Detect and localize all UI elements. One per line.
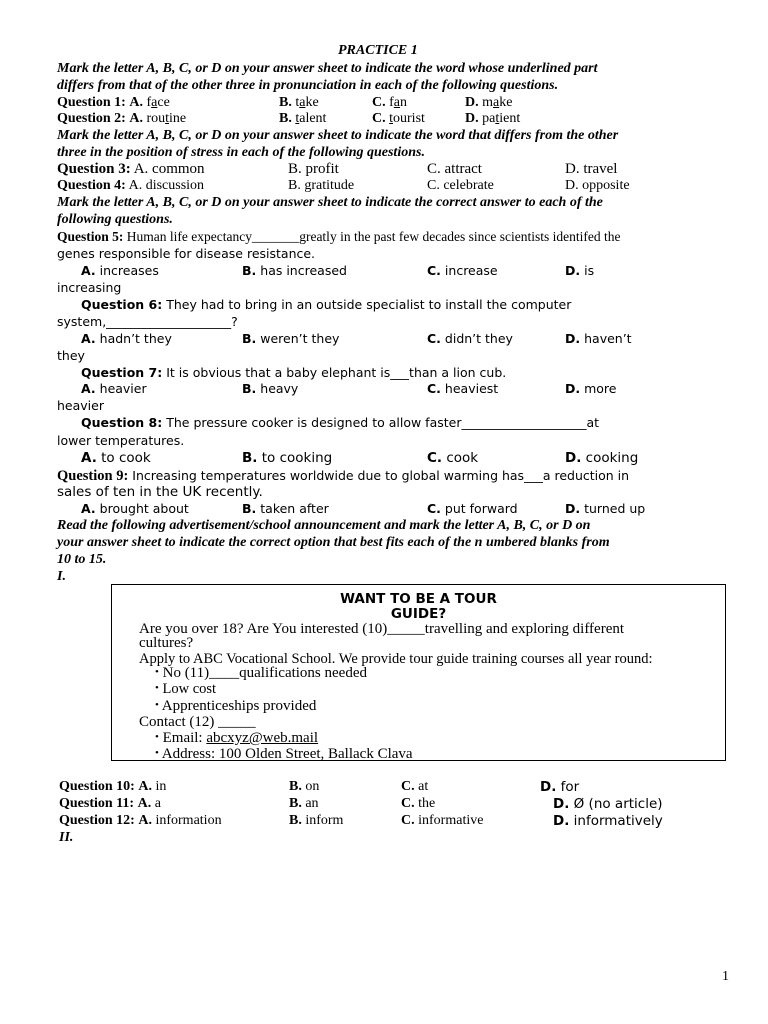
question-2-option-d: D. patient [465, 111, 521, 126]
question-8-option-a: A. to cook [81, 450, 151, 466]
question-9-option-d: D. turned up [565, 501, 646, 516]
instruction-3-line-2: following questions. [57, 212, 173, 227]
advertisement-box [111, 584, 726, 761]
question-4-option-c: C. celebrate [427, 178, 494, 193]
question-6-option-d-cont: they [57, 348, 85, 363]
page-number: 1 [722, 969, 729, 984]
instruction-3-line-1: Mark the letter A, B, C, or D on your answer sheet to indicate the correct answer to each of the [57, 195, 603, 210]
question-9-option-b: B. taken after [242, 501, 329, 516]
question-8-option-b: B. to cooking [242, 450, 333, 466]
question-5-stem-cont: genes responsible for disease resistance. [57, 246, 316, 261]
question-12-option-c: C. informative [401, 813, 484, 828]
question-1: Question 1: A. face [57, 95, 170, 110]
question-9-stem-cont: sales of ten in the UK recently. [57, 484, 263, 500]
email-link[interactable]: abcxyz@web.mail [206, 730, 319, 746]
question-7-option-d-cont: heavier [57, 398, 104, 413]
question-12-option-d: D. informatively [553, 813, 663, 829]
question-1-option-d: D. make [465, 95, 513, 110]
question-6-option-a: A. hadn’t they [81, 331, 172, 346]
page-title: PRACTICE 1 [338, 43, 418, 58]
question-11: Question 11: A. a [59, 796, 161, 811]
question-7-option-b: B. heavy [242, 381, 299, 396]
question-6-stem-cont: system,____________________? [57, 314, 238, 329]
question-5-option-c: C. increase [427, 263, 498, 278]
question-5-stem: Question 5: Human life expectancy_______greatly in the past few decades since scientists identifed the [57, 229, 621, 244]
question-3: Question 3: A. common [57, 161, 205, 177]
section-marker-1: I. [57, 569, 66, 584]
question-6-option-d: D. haven’t [565, 331, 632, 346]
question-5-option-d-cont: increasing [57, 280, 122, 295]
question-9-stem: Question 9: Increasing temperatures worldwide due to global warming has___a reduction in [57, 468, 630, 484]
ad-bullet-3: • Apprenticeships provided [155, 698, 317, 714]
instruction-1-line-1: Mark the letter A, B, C, or D on your answer sheet to indicate the word whose underlined part [57, 61, 598, 76]
instruction-1-line-2: differs from that of the other three in pronunciation in each of the following questions. [57, 78, 559, 93]
instruction-4-line-1: Read the following advertisement/school announcement and mark the letter A, B, C, or D on [57, 518, 591, 533]
question-8-option-d: D. cooking [565, 450, 639, 466]
question-6-stem: Question 6: They had to bring in an outside specialist to install the computer [81, 297, 572, 312]
ad-line-1: Are you over 18? Are You interested (10)_____travelling and exploring different [139, 621, 625, 637]
question-2-option-c: C. tourist [372, 111, 425, 126]
ad-line-2: cultures? [139, 635, 194, 651]
ad-title-line-1: WANT TO BE A TOUR [340, 591, 497, 607]
ad-title-line-2: GUIDE? [390, 606, 447, 622]
question-10-option-d: D. for [540, 779, 580, 795]
ad-contact: Contact (12) _____ [139, 714, 256, 730]
question-1-option-c: C. fan [372, 95, 408, 110]
section-marker-2: II. [59, 830, 74, 845]
question-8-stem-cont: lower temperatures. [57, 433, 185, 448]
question-9-option-c: C. put forward [427, 501, 518, 516]
question-3-option-b: B. profit [288, 161, 339, 177]
ad-line-3: Apply to ABC Vocational School. We provide tour guide training courses all year round: [139, 651, 653, 667]
question-3-option-c: C. attract [427, 161, 482, 177]
question-10-option-c: C. at [401, 779, 429, 794]
question-2: Question 2: A. routine [57, 111, 187, 126]
question-8-stem: Question 8: The pressure cooker is designed to allow faster____________________at [81, 415, 600, 430]
instruction-4-line-3: 10 to 15. [57, 552, 107, 567]
instruction-2-line-1: Mark the letter A, B, C, or D on your answer sheet to indicate the word that differs from the other [57, 128, 619, 143]
question-6-option-b: B. weren’t they [242, 331, 340, 346]
question-7-option-c: C. heaviest [427, 381, 499, 396]
question-11-option-c: C. the [401, 796, 436, 811]
instruction-2-line-2: three in the position of stress in each of the following questions. [57, 145, 425, 160]
ad-bullet-2: • Low cost [155, 681, 217, 697]
question-12-option-b: B. inform [289, 813, 344, 828]
question-12: Question 12: A. information [59, 813, 222, 828]
question-7-stem: Question 7: It is obvious that a baby elephant is___than a lion cub. [81, 365, 507, 380]
question-7-option-a: A. heavier [81, 381, 147, 396]
question-11-option-b: B. an [289, 796, 319, 811]
question-4-option-d: D. opposite [565, 178, 630, 193]
question-10-option-b: B. on [289, 779, 320, 794]
question-6-option-c: C. didn’t they [427, 331, 513, 346]
question-10: Question 10: A. in [59, 779, 167, 794]
question-3-option-d: D. travel [565, 161, 618, 177]
ad-address: • Address: 100 Olden Street, Ballack Clava [155, 746, 413, 761]
question-5-option-d: D. is [565, 263, 595, 278]
instruction-4-line-2: your answer sheet to indicate the correct option that best fits each of the n umbered blanks from [57, 535, 610, 550]
ad-email: • Email: abcxyz@web.mail [155, 730, 319, 746]
question-8-option-c: C. cook [427, 450, 479, 466]
question-2-option-b: B. talent [279, 111, 327, 126]
question-11-option-d: D. Ø (no article) [553, 796, 663, 812]
question-7-option-d: D. more [565, 381, 617, 396]
ad-bullet-1: • No (11)____qualifications needed [155, 665, 367, 681]
question-5-option-b: B. has increased [242, 263, 347, 278]
question-9-option-a: A. brought about [81, 501, 189, 516]
question-1-option-b: B. take [279, 95, 319, 110]
question-4: Question 4: A. discussion [57, 178, 205, 193]
question-5-option-a: A. increases [81, 263, 159, 278]
question-4-option-b: B. gratitude [288, 178, 355, 193]
